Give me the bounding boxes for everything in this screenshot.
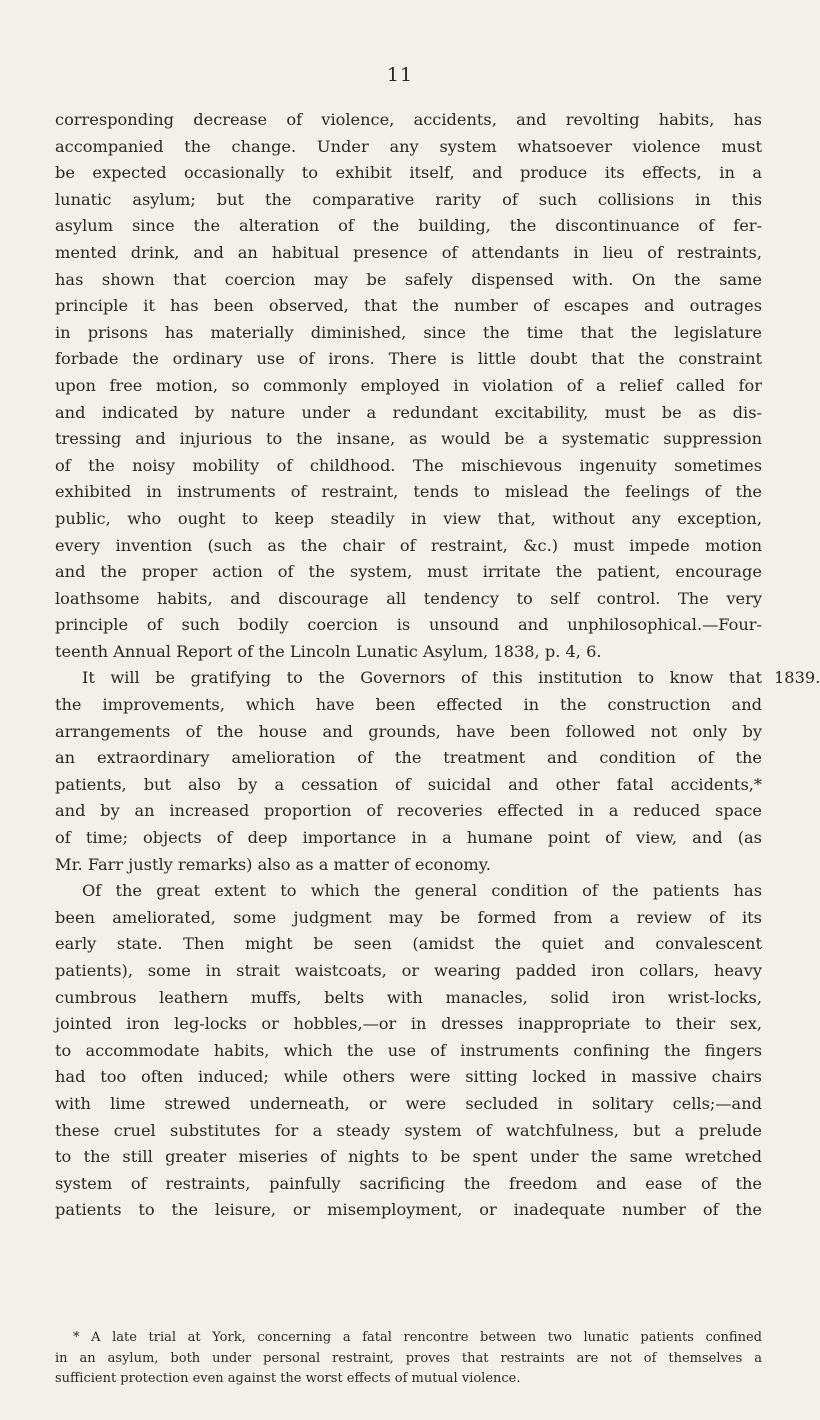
text-line: has shown that coercion may be safely dispensed with. On the same <box>55 269 762 289</box>
text-line: jointed iron leg-locks or hobbles,—or in dresses inappropriate to their sex, <box>55 1014 762 1034</box>
text-line: arrangements of the house and grounds, have been followed not only by <box>55 721 762 741</box>
text-line: tressing and injurious to the insane, as would be a systematic suppression <box>55 429 762 449</box>
text-line: mented drink, and an habitual presence of attendants in lieu of restraints, <box>55 242 762 262</box>
text-line: to the still greater miseries of nights to be spent under the same wretched <box>55 1147 762 1167</box>
text-line: Mr. Farr justly remarks) also as a matter of economy. <box>55 854 491 874</box>
text-line: early state. Then might be seen (amidst the quiet and convalescent <box>55 934 762 954</box>
text-line: of the noisy mobility of childhood. The mischievous ingenuity sometimes <box>55 455 762 475</box>
margin-year-note: 1839. <box>774 668 820 687</box>
text-line: teenth Annual Report of the Lincoln Lunatic Asylum, 1838, p. 4, 6. <box>55 641 602 661</box>
text-line: of time; objects of deep importance in a humane point of view, and (as <box>55 828 762 848</box>
paragraph-start-line: It will be gratifying to the Governors of this institution to know that <box>82 668 762 688</box>
footnote-line: sufficient protection even against the worst effects of mutual violence. <box>55 1371 521 1386</box>
text-line: been ameliorated, some judgment may be formed from a review of its <box>55 907 762 927</box>
text-line: upon free motion, so commonly employed in violation of a relief called for <box>55 375 762 395</box>
text-line: the improvements, which have been effected in the construction and <box>55 695 762 715</box>
text-line: forbade the ordinary use of irons. There is little doubt that the constraint <box>55 349 762 369</box>
page-number: 11 <box>386 64 414 86</box>
text-line: these cruel substitutes for a steady system of watchfulness, but a prelude <box>55 1120 762 1140</box>
footnote <box>55 1328 762 1390</box>
text-line: exhibited in instruments of restraint, tends to mislead the feelings of the <box>55 482 762 502</box>
text-line: be expected occasionally to exhibit itself, and produce its effects, in a <box>55 163 762 183</box>
text-line: cumbrous leathern muffs, belts with manacles, solid iron wrist-locks, <box>55 987 762 1007</box>
paragraph-start-line: Of the great extent to which the general condition of the patients has <box>82 881 762 901</box>
text-line: patients, but also by a cessation of suicidal and other fatal accidents,* <box>55 774 762 794</box>
text-line: to accommodate habits, which the use of instruments confining the fingers <box>55 1040 762 1060</box>
text-line: an extraordinary amelioration of the treatment and condition of the <box>55 748 762 768</box>
text-line: lunatic asylum; but the comparative rarity of such collisions in this <box>55 189 762 209</box>
text-line: system of restraints, painfully sacrificing the freedom and ease of the <box>55 1173 762 1193</box>
text-line: corresponding decrease of violence, accidents, and revolting habits, has <box>55 110 762 129</box>
text-line: had too often induced; while others were sitting locked in massive chairs <box>55 1067 762 1087</box>
text-line: and indicated by nature under a redundant excitability, must be as dis- <box>55 402 762 422</box>
text-line: in prisons has materially diminished, since the time that the legislature <box>55 322 762 342</box>
text-line: patients to the leisure, or misemployment, or inadequate number of the <box>55 1200 762 1220</box>
text-line: and the proper action of the system, must irritate the patient, encourage <box>55 562 762 582</box>
text-line: with lime strewed underneath, or were secluded in solitary cells;—and <box>55 1093 762 1113</box>
text-line: and by an increased proportion of recoveries effected in a reduced space <box>55 801 762 821</box>
text-line: principle of such bodily coercion is unsound and unphilosophical.—Four- <box>55 615 762 635</box>
text-line: accompanied the change. Under any system whatsoever violence must <box>55 136 762 156</box>
footnote-line: * A late trial at York, concerning a fatal rencontre between two lunatic patients confined <box>73 1330 762 1345</box>
text-line: asylum since the alteration of the building, the discontinuance of fer- <box>55 216 762 236</box>
text-line: loathsome habits, and discourage all tendency to self control. The very <box>55 588 762 608</box>
text-line: every invention (such as the chair of restraint, &c.) must impede motion <box>55 535 762 555</box>
body-text <box>55 107 762 1224</box>
footnote-line: in an asylum, both under personal restraint, proves that restraints are not of themselves a <box>55 1350 762 1366</box>
text-line: public, who ought to keep steadily in view that, without any exception, <box>55 508 762 528</box>
text-line: principle it has been observed, that the number of escapes and outrages <box>55 296 762 316</box>
text-line: patients), some in strait waistcoats, or wearing padded iron collars, heavy <box>55 961 762 980</box>
